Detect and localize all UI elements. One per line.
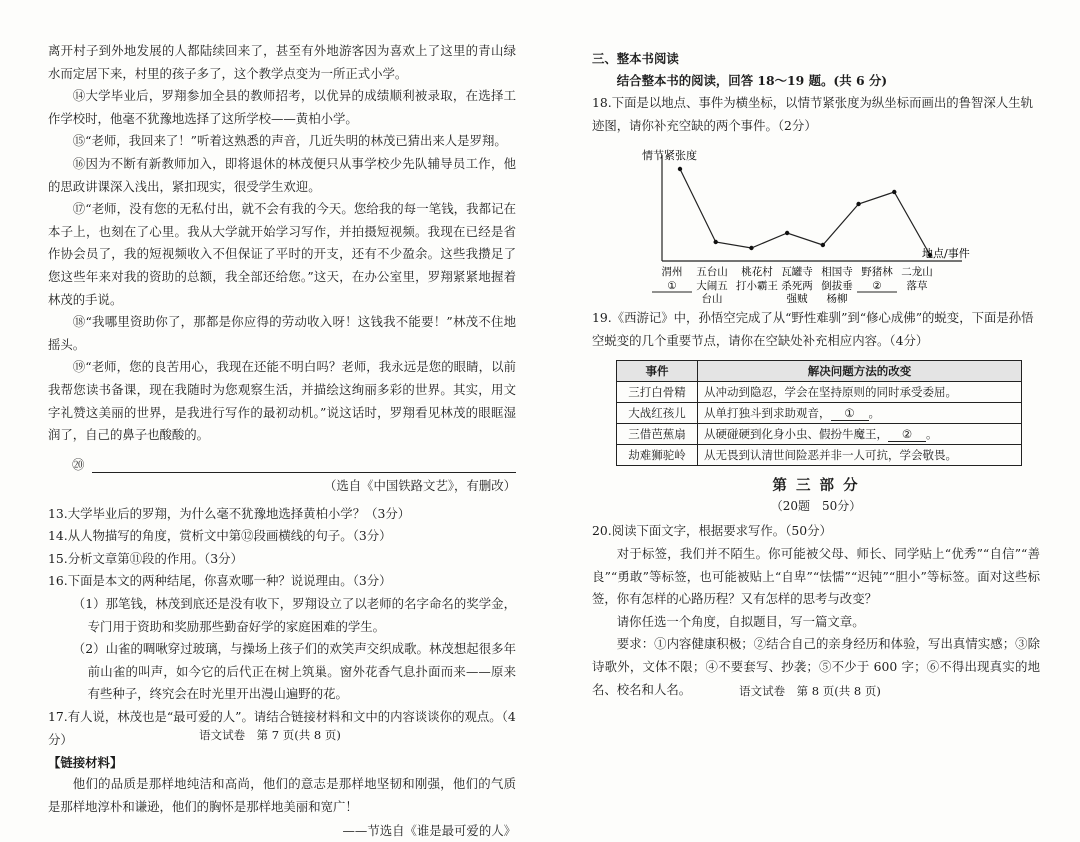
table-row <box>617 424 1022 445</box>
question-17: 17.有人说，林茂也是“最可爱的人”。请结合链接材料和文中的内容谈谈你的观点。（4分） <box>48 709 516 747</box>
table-cell-event: 劫难狮驼岭 <box>617 445 698 466</box>
paragraph-1: 离开村子到外地发展的人都陆续回来了，甚至有外地游客因为喜欢上了这里的青山绿水而定居下来，村里的孩子多了，这个教学点变为一所正式小学。 <box>48 43 516 81</box>
category-label: 渭州 <box>661 266 683 279</box>
table-cell-method <box>698 403 1022 424</box>
table-row <box>617 403 1022 424</box>
link-material-title: 【链接材料】 <box>48 755 123 771</box>
link-material-text: 他们的品质是那样地纯洁和高尚，他们的意志是那样地坚韧和刚强，他们的气质是那样地淳朴和谦逊，他们的胸怀是那样地美丽和宽广！ <box>48 776 516 814</box>
event-label: 强贼 <box>786 293 808 304</box>
method-text-end: 。 <box>926 427 938 442</box>
page-footer-right: 语文试卷 第 8 页(共 8 页) <box>739 684 881 698</box>
table-cell-event: 三借芭蕉扇 <box>617 424 698 445</box>
event-label: 落草 <box>906 280 928 293</box>
right-page <box>540 0 1080 801</box>
event-blank[interactable]: ② <box>872 280 882 293</box>
trajectory-point <box>749 246 753 250</box>
question-16: 16.下面是本文的两种结尾，你喜欢哪一种？说说理由。（3分） <box>48 573 392 589</box>
link-material-source: ——节选自《谁是最可爱的人》 <box>342 823 516 839</box>
paragraph-15: ⑮“老师，我回来了！”听着这熟悉的声音，几近失明的林茂已猜出来人是罗翔。 <box>72 133 507 149</box>
event-label: 杨柳 <box>826 293 848 304</box>
event-label: 杀死两 <box>781 280 813 293</box>
paragraph-19: ⑲“老师，您的良苦用心，我现在还能不明白吗？老师，我永远是您的眼睛，以前我帮您读书备课，现在我随时为您观察生活，并描绘这绚丽多彩的世界。其实，用文字礼赞这美丽的世界，是我进行写作的最初动机。”说这话时，罗翔看见林茂的眼眶湿润了，自己的鼻子也酸酸的。 <box>48 359 516 443</box>
trajectory-point <box>714 240 718 244</box>
page-footer-left: 语文试卷 第 7 页(共 8 页) <box>199 728 341 742</box>
question-20-requirements: 要求：①内容健康积极；②结合自己的亲身经历和体验，写出真情实感；③除诗歌外，文体不限；④不要套写、抄袭；⑤不少于 600 字；⑥不得出现真实的地名、校名和人名。 <box>592 636 1040 697</box>
category-label: 二龙山 <box>901 266 933 279</box>
question-15: 15.分析文章第⑪段的作用。（3分） <box>48 550 243 566</box>
table-cell-method: 从无畏到认清世间险恶并非一人可抗，学会敬畏。 <box>698 445 1022 466</box>
method-text-end: 。 <box>868 406 880 421</box>
trajectory-point <box>892 190 896 194</box>
table-cell-method: 从冲动到隐忍，学会在坚持原则的同时承受委屈。 <box>698 382 1022 403</box>
part-3-title: 第 三 部 分 <box>772 477 860 495</box>
table-cell-event: 三打白骨精 <box>617 382 698 403</box>
table-header-method: 解决问题方法的改变 <box>698 361 1022 382</box>
table-row <box>617 445 1022 466</box>
answer-line[interactable] <box>92 458 516 473</box>
part-3-subtitle: （20题 50分） <box>770 499 862 514</box>
ending-option-2: （2）山雀的啁啾穿过玻璃，与操场上孩子们的欢笑声交织成歌。林茂想起很多年前山雀的叫声，如今它的后代正在树上筑巢。窗外花香气息扑面而来——原来有些种子，终究会在时光里开出漫山遍野的花。 <box>72 641 516 702</box>
section-3-title: 三、整本书阅读 <box>592 51 679 66</box>
paragraph-20-blank[interactable] <box>48 451 516 473</box>
trajectory-point <box>821 243 825 247</box>
left-page <box>0 0 540 839</box>
section-3-instruction: 结合整本书的阅读，回答 18～19 题。(共 6 分) <box>616 73 888 88</box>
source-note: （选自《中国铁路文艺》，有删改） <box>323 477 516 493</box>
question-19: 19.《西游记》中，孙悟空完成了从“野性难驯”到“修心成佛”的蜕变，下面是孙悟空蜕变的几个重要节点，请你在空缺处补充相应内容。（4分） <box>592 310 1034 348</box>
event-label: 打小霸王 <box>736 280 778 293</box>
y-axis-label: 情节紧张度 <box>642 149 697 163</box>
table-row <box>617 382 1022 403</box>
paragraph-18: ⑱“我哪里资助你了，那都是你应得的劳动收入呀！这钱我不能要！”林茂不住地摇头。 <box>48 314 516 352</box>
question-18: 18.下面是以地点、事件为横坐标，以情节紧张度为纵坐标而画出的鲁智深人生轨迹图，请你补充空缺的两个事件。（2分） <box>592 95 1033 133</box>
trajectory-chart-svg <box>592 143 992 303</box>
trajectory-point <box>856 202 860 206</box>
category-label: 野猪林 <box>861 266 893 279</box>
method-text: 从硬碰硬到化身小虫、假扮牛魔王， <box>704 427 888 442</box>
table-header-row <box>617 361 1022 382</box>
paragraph-17: ⑰“老师，没有您的无私付出，就不会有我的今天。您给我的每一笔钱，我都记在本子上，也刻在了心里。我从大学就开始学习写作，并拍摄短视频。我现在已经是省作协会员了，我的短视频收入不但保证了平时的开支，还有不少盈余。这些我攒足了您这些年来对我的资助的总额，我全部还给您。”这天，在办公室里，罗翔紧紧地握着林茂的手说。 <box>48 201 516 307</box>
paragraph-20-marker: ⑳ <box>72 456 85 472</box>
question-20-prompt: 对于标签，我们并不陌生。你可能被父母、师长、同学贴上“优秀”“自信”“善良”“勇敢”等标签，也可能被贴上“自卑”“怯懦”“迟钝”“胆小”等标签。面对这些标签，你有怎样的心路历程？又有怎样的思考与改变？ <box>592 545 1041 607</box>
category-label: 桃花村 <box>741 266 773 279</box>
table-header-event: 事件 <box>617 361 698 382</box>
trajectory-chart <box>592 143 1040 303</box>
question-20-choose: 请你任选一个角度，自拟题目，写一篇文章。 <box>616 613 865 629</box>
question-13: 13.大学毕业后的罗翔，为什么毫不犹豫地选择黄柏小学？（3分） <box>48 505 411 521</box>
category-label: 相国寺 <box>821 266 853 279</box>
category-label: 瓦罐寺 <box>781 266 813 279</box>
category-label: 五台山 <box>696 266 728 279</box>
answer-blank-1[interactable]: ① <box>831 406 869 421</box>
method-text: 从单打独斗到求助观音， <box>704 406 831 421</box>
question-20: 20.阅读下面文字，根据要求写作。（50分） <box>592 523 832 539</box>
trajectory-point <box>785 231 789 235</box>
paragraph-14: ⑭大学毕业后，罗翔参加全县的教师招考，以优异的成绩顺利被录取，在选择工作学校时，他毫不犹豫地选择了这所学校——黄柏小学。 <box>48 88 516 126</box>
question-14: 14.从人物描写的角度，赏析文中第⑫段画横线的句子。（3分） <box>48 528 392 544</box>
table-cell-event: 大战红孩儿 <box>617 403 698 424</box>
event-blank[interactable]: ① <box>667 280 677 293</box>
answer-blank-2[interactable]: ② <box>888 427 926 442</box>
x-axis-label: 地点/事件 <box>922 247 970 261</box>
journey-table <box>616 360 1022 466</box>
event-label: 大闹五 <box>696 280 728 293</box>
trajectory-point <box>678 167 682 171</box>
ending-option-1: （1）那笔钱，林茂到底还是没有收下，罗翔设立了以老师的名字命名的奖学金，专门用于资助和奖励那些勤奋好学的家庭困难的学生。 <box>72 596 516 634</box>
event-label: 倒拔垂 <box>821 280 853 293</box>
event-label: 台山 <box>701 293 723 304</box>
table-cell-method <box>698 424 1022 445</box>
paragraph-16: ⑯因为不断有新教师加入，即将退休的林茂便只从事学校少先队辅导员工作，他的思政讲课深入浅出，紧扣现实，很受学生欢迎。 <box>48 155 516 194</box>
